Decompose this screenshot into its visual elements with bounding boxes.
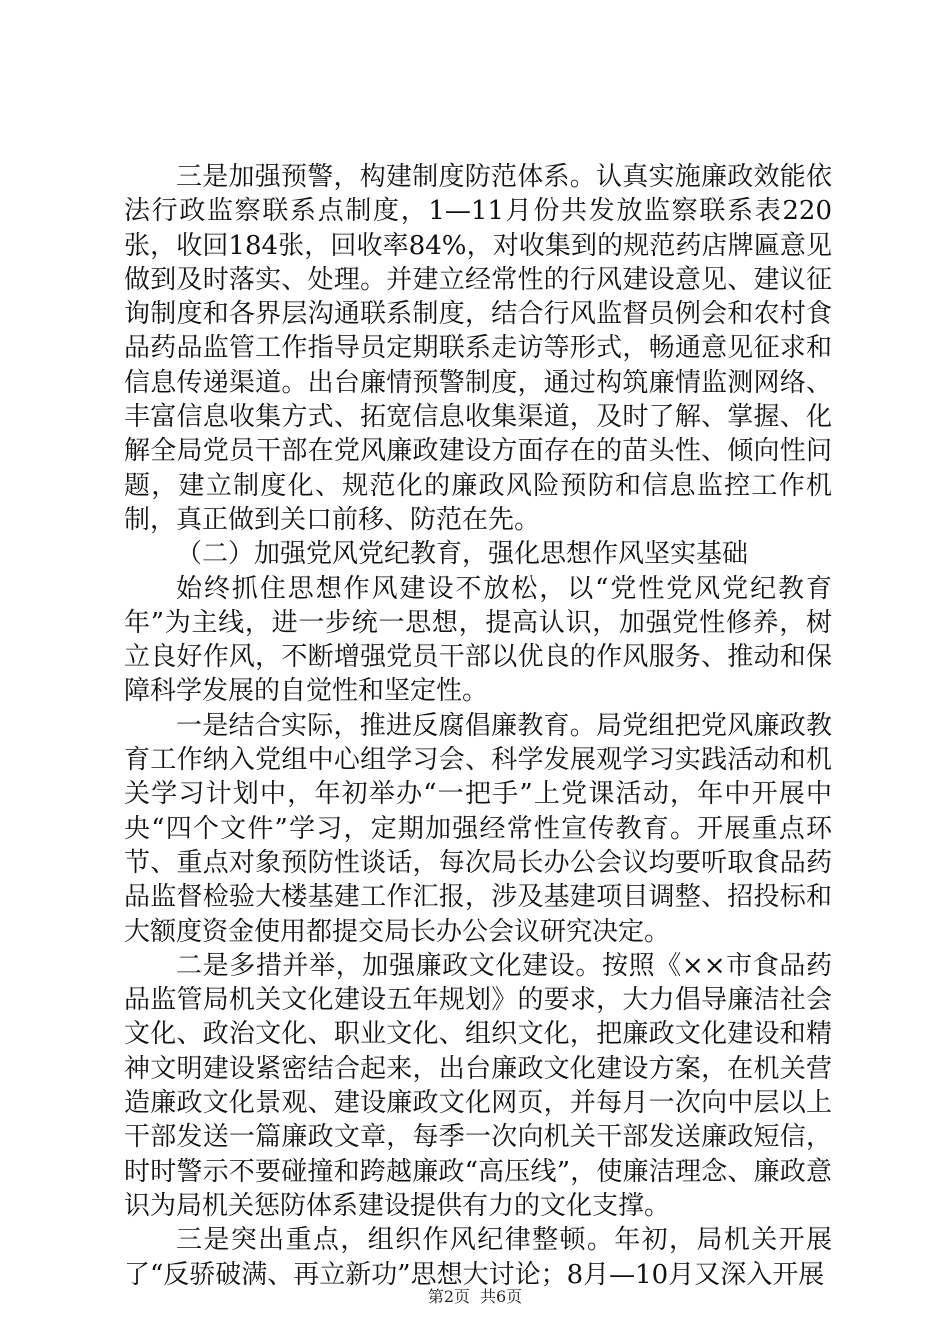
paragraph-ideology-style: 始终抓住思想作风建设不放松，以“党性党风党纪教育年”为主线，进一步统一思想，提高认识，加强党性修养，树立良好作风，不断增强党员干部以优良的作风服务、推动和保障科学发展的自觉性和坚定性。 <box>124 573 832 707</box>
page-number: 第2页 <box>427 1287 470 1306</box>
page-total: 共6页 <box>480 1287 523 1306</box>
paragraph-discipline-rectification: 三是突出重点，组织作风纪律整顿。年初，局机关开展了“反骄破满、再立新功”思想大讨论；8月—10月又深入开展 <box>124 1225 832 1290</box>
paragraph-anti-corruption-education: 一是结合实际，推进反腐倡廉教育。局党组把党风廉政教育工作纳入党组中心组学习会、科学发展观学习实践活动和机关学习计划中，年初举办“一把手”上党课活动，年中开展中央“四个文件”学习，定期加强经常性宣传教育。开展重点环节、重点对象预防性谈话，每次局长办公会议均要听取食品药品监督检验大楼基建工作汇报，涉及基建项目调整、招投标和大额度资金使用都提交局长办公会议研究决定。 <box>124 710 832 947</box>
document-body <box>124 160 832 1292</box>
section-heading-party-discipline: （二）加强党风党纪教育，强化思想作风坚实基础 <box>176 539 749 570</box>
paragraph-warning-system: 三是加强预警，构建制度防范体系。认真实施廉政效能依法行政监察联系点制度，1—11月份共发放监察联系表220张，收回184张，回收率84%，对收集到的规范药店牌匾意见做到及时落实、处理。并建立经常性的行风建设意见、建议征询制度和各界层沟通联系制度，结合行风监督员例会和农村食品药品监管工作指导员定期联系走访等形式，畅通意见征求和信息传递渠道。出台廉情预警制度，通过构筑廉情监测网络、丰富信息收集方式、拓宽信息收集渠道，及时了解、掌握、化解全局党员干部在党风廉政建设方面存在的苗头性、倾向性问题，建立制度化、规范化的廉政风险预防和信息监控工作机制，真正做到关口前移、防范在先。 <box>124 162 832 535</box>
page-footer <box>0 1287 950 1307</box>
paragraph-clean-culture: 二是多措并举，加强廉政文化建设。按照《××市食品药品监管局机关文化建设五年规划》的要求，大力倡导廉洁社会文化、政治文化、职业文化、组织文化，把廉政文化建设和精神文明建设紧密结合起来，出台廉政文化建设方案，在机关营造廉政文化景观、建设廉政文化网页，并每月一次向中层以上干部发送一篇廉政文章，每季一次向机关干部发送廉政短信，时时警示不要碰撞和跨越廉政“高压线”，使廉洁理念、廉政意识为局机关惩防体系建设提供有力的文化支撑。 <box>124 950 832 1221</box>
